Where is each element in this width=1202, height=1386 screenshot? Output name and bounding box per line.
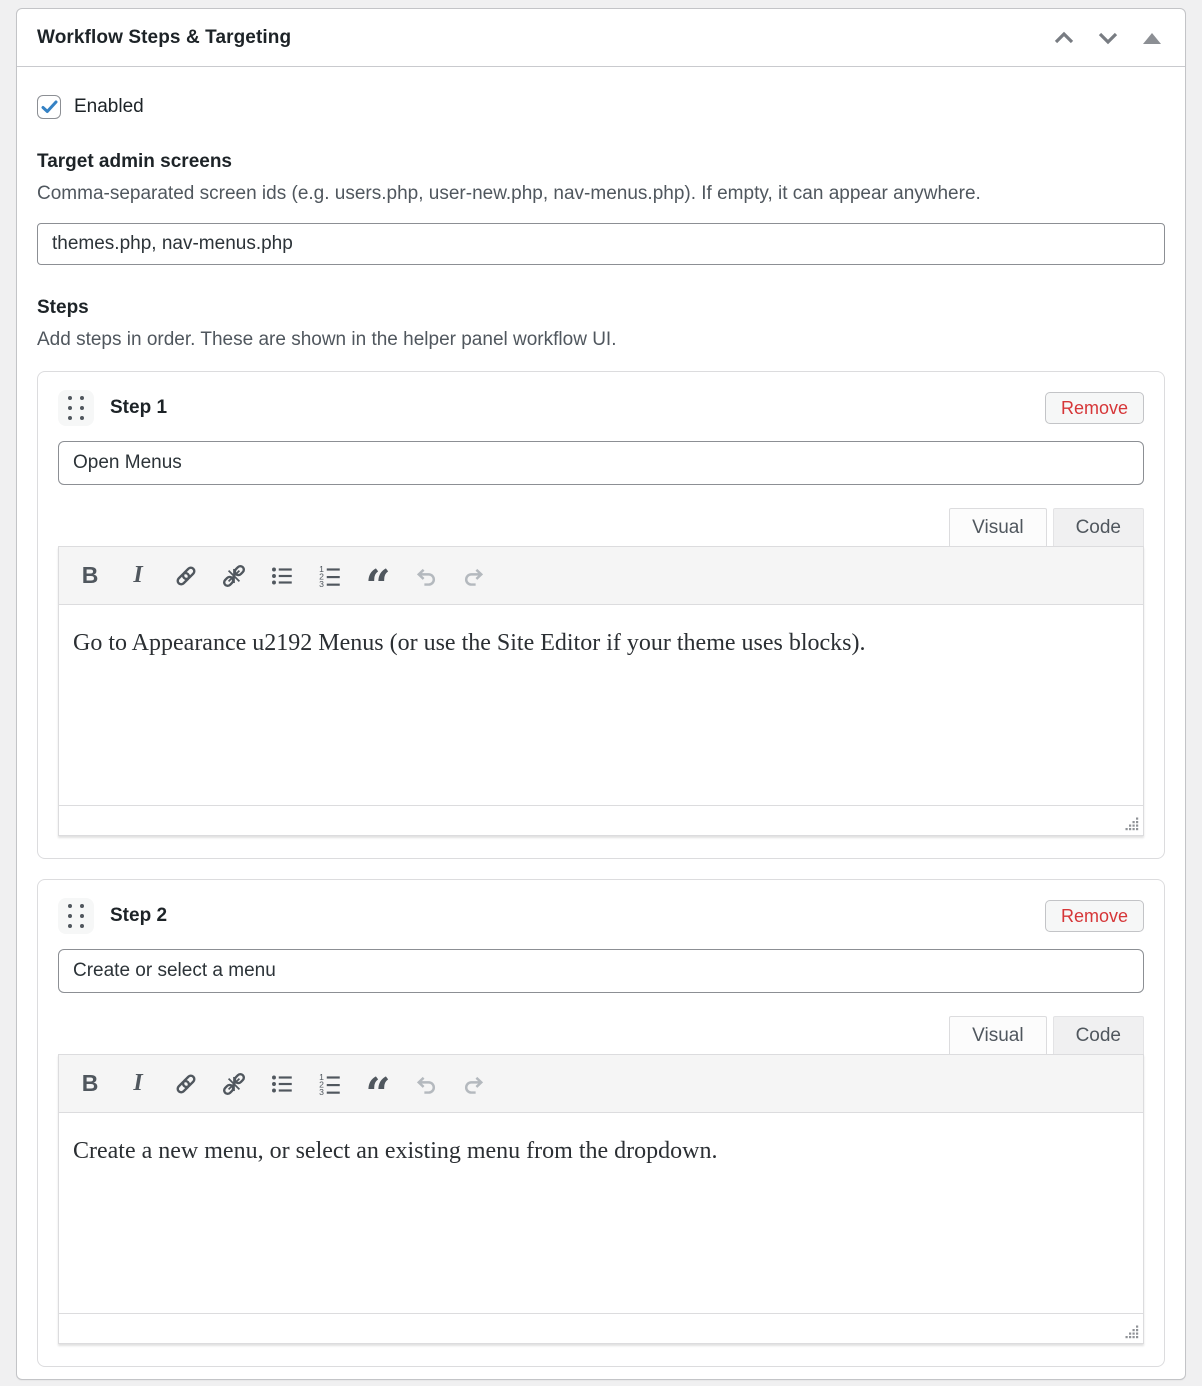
- target-screens-heading: Target admin screens: [37, 151, 233, 172]
- chevron-up-icon: [1052, 29, 1076, 47]
- step-editor: [58, 508, 1144, 836]
- drag-handle[interactable]: [58, 898, 94, 934]
- unlink-icon: [221, 1071, 247, 1097]
- target-screens-description: Comma-separated screen ids (e.g. users.php, user-new.php, nav-menus.php). If empty, it can appear anywhere.: [37, 183, 981, 204]
- step-header: [58, 898, 1144, 934]
- tab-code[interactable]: Code: [1053, 508, 1144, 546]
- editor-paragraph: Go to Appearance u2192 Menus (or use the Site Editor if your theme uses blocks).: [73, 630, 866, 656]
- unlink-button[interactable]: [220, 559, 248, 593]
- editor-content[interactable]: [59, 605, 1143, 805]
- italic-button[interactable]: [124, 1067, 152, 1101]
- numbered-list-icon: [317, 563, 343, 589]
- bold-button[interactable]: [76, 559, 104, 593]
- editor-tabs: [58, 1016, 1144, 1054]
- svg-text:3: 3: [319, 1086, 324, 1097]
- bulleted-list-icon: [269, 563, 295, 589]
- italic-icon: I: [133, 562, 143, 588]
- grip-dots-icon: [68, 396, 84, 420]
- unlink-icon: [221, 563, 247, 589]
- undo-icon: [413, 1071, 439, 1097]
- step-editor: [58, 1016, 1144, 1344]
- step-header: [58, 390, 1144, 426]
- step-label: Step 1: [110, 397, 168, 418]
- svg-text:1: 1: [319, 1071, 324, 1082]
- tab-visual[interactable]: Visual: [949, 508, 1046, 546]
- bulleted-list-button[interactable]: [268, 559, 296, 593]
- remove-step-button[interactable]: Remove: [1045, 900, 1144, 932]
- step-title-input[interactable]: [58, 441, 1144, 485]
- move-down-button[interactable]: [1091, 23, 1125, 53]
- editor-toolbar: [59, 1055, 1143, 1120]
- editor-tabs: [58, 508, 1144, 546]
- undo-button[interactable]: [412, 1067, 440, 1101]
- editor-statusbar: [59, 805, 1143, 835]
- metabox-header: [17, 9, 1185, 67]
- blockquote-icon: “: [365, 560, 391, 612]
- svg-text:1: 1: [319, 563, 324, 574]
- undo-icon: [413, 563, 439, 589]
- checkmark-icon: [41, 100, 58, 114]
- panel-title: Workflow Steps & Targeting: [37, 27, 292, 48]
- move-up-button[interactable]: [1047, 23, 1081, 53]
- svg-text:3: 3: [319, 578, 324, 589]
- workflow-metabox: [16, 8, 1186, 1380]
- enabled-row: [37, 95, 144, 119]
- svg-text:2: 2: [319, 1078, 324, 1089]
- toggle-panel-button[interactable]: [1135, 23, 1169, 53]
- editor-statusbar: [59, 1313, 1143, 1343]
- italic-icon: I: [133, 1070, 143, 1096]
- bold-icon: B: [81, 1070, 99, 1096]
- steps-description: Add steps in order. These are shown in the helper panel workflow UI.: [37, 329, 617, 350]
- link-button[interactable]: [172, 559, 200, 593]
- numbered-list-icon: [317, 1071, 343, 1097]
- italic-button[interactable]: [124, 559, 152, 593]
- blockquote-button[interactable]: [364, 559, 392, 612]
- redo-icon: [461, 563, 487, 589]
- step-card: [37, 371, 1165, 859]
- step-label: Step 2: [110, 905, 168, 926]
- steps-heading: Steps: [37, 297, 89, 318]
- blockquote-button[interactable]: [364, 1067, 392, 1120]
- step-card: [37, 879, 1165, 1367]
- numbered-list-button[interactable]: [316, 1067, 344, 1101]
- link-icon: [173, 1071, 199, 1097]
- bold-button[interactable]: [76, 1067, 104, 1101]
- redo-button[interactable]: [460, 1067, 488, 1101]
- bold-icon: B: [81, 562, 99, 588]
- blockquote-icon: “: [365, 1068, 391, 1120]
- editor-content[interactable]: [59, 1113, 1143, 1313]
- tab-visual[interactable]: Visual: [949, 1016, 1046, 1054]
- remove-step-button[interactable]: Remove: [1045, 392, 1144, 424]
- redo-button[interactable]: [460, 559, 488, 593]
- editor-frame: [58, 1054, 1144, 1344]
- resize-grip-icon[interactable]: [1123, 1324, 1139, 1339]
- drag-handle[interactable]: [58, 390, 94, 426]
- editor-toolbar: [59, 547, 1143, 612]
- tab-code[interactable]: Code: [1053, 1016, 1144, 1054]
- target-screens-input[interactable]: [37, 223, 1165, 265]
- grip-dots-icon: [68, 904, 84, 928]
- metabox-controls: [1047, 23, 1169, 53]
- enabled-checkbox[interactable]: [37, 95, 61, 119]
- svg-text:2: 2: [319, 570, 324, 581]
- undo-button[interactable]: [412, 559, 440, 593]
- triangle-up-icon: [1143, 33, 1161, 44]
- resize-grip-icon[interactable]: [1123, 816, 1139, 831]
- chevron-down-icon: [1096, 29, 1120, 47]
- editor-paragraph: Create a new menu, or select an existing menu from the dropdown.: [73, 1138, 718, 1164]
- link-icon: [173, 563, 199, 589]
- numbered-list-button[interactable]: [316, 559, 344, 593]
- unlink-button[interactable]: [220, 1067, 248, 1101]
- link-button[interactable]: [172, 1067, 200, 1101]
- metabox-body: [17, 67, 1185, 1379]
- bulleted-list-button[interactable]: [268, 1067, 296, 1101]
- redo-icon: [461, 1071, 487, 1097]
- enabled-label: Enabled: [74, 96, 144, 117]
- step-title-input[interactable]: [58, 949, 1144, 993]
- editor-frame: [58, 546, 1144, 836]
- bulleted-list-icon: [269, 1071, 295, 1097]
